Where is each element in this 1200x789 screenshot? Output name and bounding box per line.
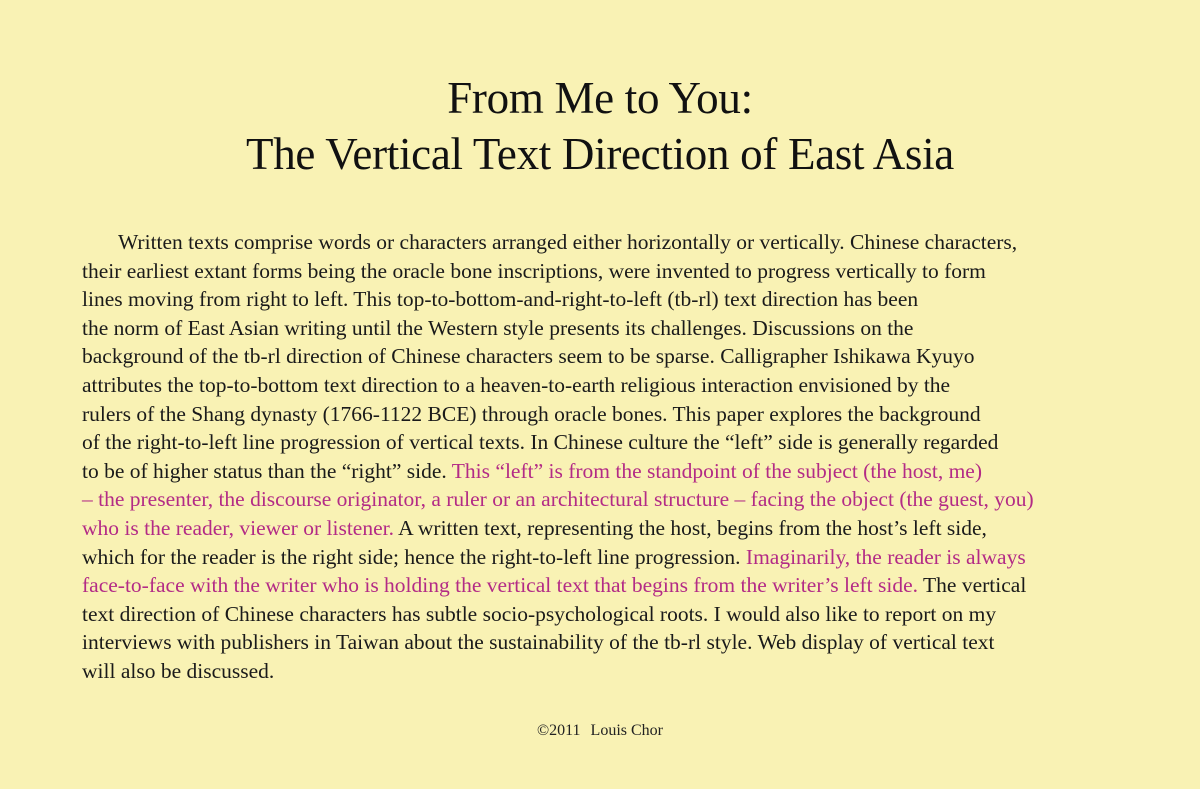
abstract-line xyxy=(82,285,1118,314)
abstract-line xyxy=(82,314,1118,343)
abstract-line xyxy=(82,400,1118,429)
copyright-author: Louis Chor xyxy=(590,722,663,739)
abstract-line xyxy=(82,571,1118,600)
body-text: to be of higher status than the “right” side. xyxy=(82,458,452,483)
abstract-paragraph xyxy=(82,228,1118,686)
body-text: background of the tb-rl direction of Chinese characters seem to be sparse. Calligrapher Ishikawa Kyuyo xyxy=(82,344,975,369)
body-text: will also be discussed. xyxy=(82,658,275,683)
abstract-line xyxy=(82,342,1118,371)
title-block xyxy=(0,70,1200,182)
title-line-1: From Me to You: xyxy=(447,73,753,123)
body-text: text direction of Chinese characters has subtle socio-psychological roots. I would also like to report on my xyxy=(82,601,997,626)
abstract-line xyxy=(82,457,1118,486)
abstract-line xyxy=(82,228,1118,257)
abstract-line xyxy=(82,485,1118,514)
abstract-line xyxy=(82,428,1118,457)
highlighted-text: who is the reader, viewer or listener. xyxy=(82,515,394,540)
abstract-line xyxy=(82,600,1118,629)
abstract-line xyxy=(82,657,1118,686)
highlighted-text: – the presenter, the discourse originator, a ruler or an architectural structure – facing the object (the guest, you) xyxy=(82,487,1034,512)
highlighted-text: face-to-face with the writer who is holding the vertical text that begins from the writer’s left side. xyxy=(82,573,919,598)
body-text: A written text, representing the host, begins from the host’s left side, xyxy=(393,515,987,540)
body-text: interviews with publishers in Taiwan about the sustainability of the tb-rl style. Web display of vertical text xyxy=(82,630,995,655)
body-text: Written texts comprise words or characters arranged either horizontally or vertically. Chinese characters, xyxy=(118,230,1018,254)
body-text: of the right-to-left line progression of vertical texts. In Chinese culture the “left” side is generally regarded xyxy=(82,430,999,455)
body-text: lines moving from right to left. This top-to-bottom-and-right-to-left (tb-rl) text direction has been xyxy=(82,287,919,312)
body-text: their earliest extant forms being the oracle bone inscriptions, were invented to progress vertically to form xyxy=(82,258,986,283)
body-text: The vertical xyxy=(918,573,1027,598)
abstract-line xyxy=(82,257,1118,286)
body-text: the norm of East Asian writing until the Western style presents its challenges. Discussions on the xyxy=(82,315,914,340)
body-text: which for the reader is the right side; hence the right-to-left line progression. xyxy=(82,544,746,569)
title-line-2: The Vertical Text Direction of East Asia xyxy=(246,129,954,179)
highlighted-text: Imaginarily, the reader is always xyxy=(745,544,1026,569)
abstract-line xyxy=(82,543,1118,572)
copyright-year: ©2011 xyxy=(536,722,581,739)
abstract-line xyxy=(82,628,1118,657)
highlighted-text: This “left” is from the standpoint of the subject (the host, me) xyxy=(451,458,983,483)
abstract-line xyxy=(82,514,1118,543)
body-text: attributes the top-to-bottom text direction to a heaven-to-earth religious interaction envisioned by the xyxy=(82,372,951,397)
abstract-line xyxy=(82,371,1118,400)
body-text: rulers of the Shang dynasty (1766-1122 BCE) through oracle bones. This paper explores the background xyxy=(82,401,981,426)
copyright xyxy=(0,722,1200,740)
